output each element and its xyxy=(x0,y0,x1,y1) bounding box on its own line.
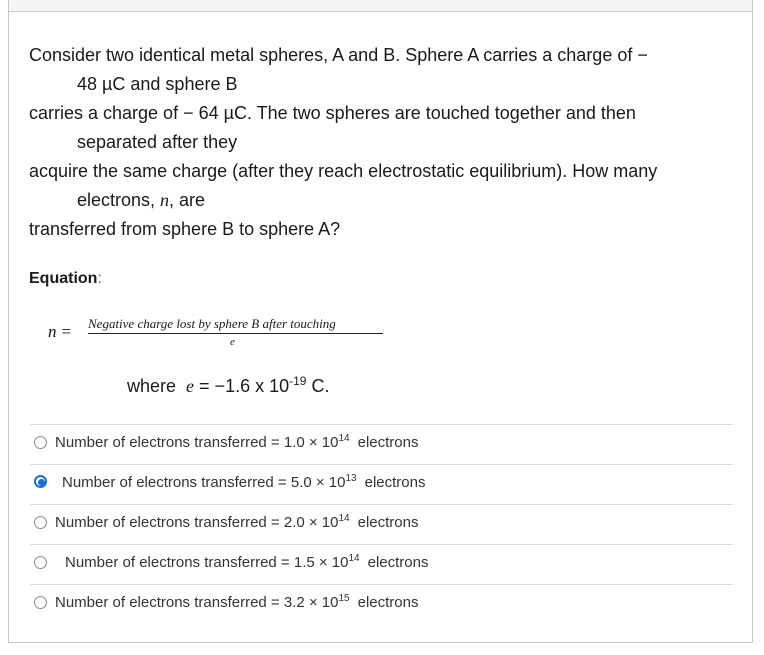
equation-label xyxy=(29,270,102,288)
option-2-radio[interactable] xyxy=(34,475,47,488)
question-line-5: acquire the same charge (after they reach electrostatic equilibrium). How many xyxy=(29,161,658,181)
e-value: = −1.6 x 10 xyxy=(199,376,290,396)
question-line-1: Consider two identical metal spheres, A and B. Sphere A carries a charge of − xyxy=(29,45,648,65)
option-4-exponent: 14 xyxy=(348,553,360,564)
option-3-text: Number of electrons transferred = 2.0 × 10 xyxy=(55,514,339,531)
option-1-unit: electrons xyxy=(357,434,419,451)
option-1-label[interactable] xyxy=(55,433,418,451)
option-5-radio[interactable] xyxy=(34,596,47,609)
option-5-exponent: 15 xyxy=(338,593,350,604)
option-5-label[interactable] xyxy=(55,593,418,611)
option-4-label[interactable] xyxy=(65,553,428,571)
option-divider xyxy=(30,544,733,545)
option-4-radio[interactable] xyxy=(34,556,47,569)
n-symbol: n xyxy=(160,190,170,210)
option-divider xyxy=(30,464,733,465)
fraction-numerator: Negative charge lost by sphere B after touching xyxy=(88,316,336,331)
option-divider xyxy=(30,584,733,585)
where-line xyxy=(127,374,329,397)
option-divider xyxy=(30,504,733,505)
where-text: where xyxy=(127,376,177,396)
option-2-exponent: 13 xyxy=(345,473,357,484)
option-3-exponent: 14 xyxy=(338,513,350,524)
option-2-text: Number of electrons transferred = 5.0 × 10 xyxy=(62,474,346,491)
option-2-unit: electrons xyxy=(364,474,426,491)
option-1-text: Number of electrons transferred = 1.0 × 10 xyxy=(55,434,339,451)
question-line-6 xyxy=(77,186,205,215)
e-variable: e xyxy=(186,376,195,396)
option-1-exponent: 14 xyxy=(338,433,350,444)
equation-lhs-symbol: n xyxy=(48,322,57,341)
e-exponent: -19 xyxy=(289,374,307,388)
equation-label-text: Equation xyxy=(29,270,98,287)
question-line-6-tail: , are xyxy=(169,190,206,210)
option-5-unit: electrons xyxy=(357,594,419,611)
option-4-text: Number of electrons transferred = 1.5 × 10 xyxy=(65,554,349,571)
question-line-4: separated after they xyxy=(77,132,238,152)
option-divider xyxy=(30,424,733,425)
option-3-label[interactable] xyxy=(55,513,418,531)
option-3-unit: electrons xyxy=(357,514,419,531)
option-2-label[interactable] xyxy=(62,473,425,491)
equation-equals: = xyxy=(61,322,72,341)
option-4-unit: electrons xyxy=(367,554,429,571)
option-1-radio[interactable] xyxy=(34,436,47,449)
option-3-radio[interactable] xyxy=(34,516,47,529)
question-line-2: 48 µC and sphere B xyxy=(77,74,238,94)
equation-colon: : xyxy=(97,270,102,287)
fraction-denominator: e xyxy=(230,336,235,348)
option-5-text: Number of electrons transferred = 3.2 × 10 xyxy=(55,594,339,611)
question-line-6-text: electrons, xyxy=(77,190,161,210)
equation-lhs xyxy=(48,322,71,342)
e-unit: C. xyxy=(306,376,330,396)
fraction-bar xyxy=(88,333,383,334)
question-line-3: carries a charge of − 64 µC. The two spheres are touched together and then xyxy=(29,103,636,123)
question-line-7: transferred from sphere B to sphere A? xyxy=(29,219,341,239)
